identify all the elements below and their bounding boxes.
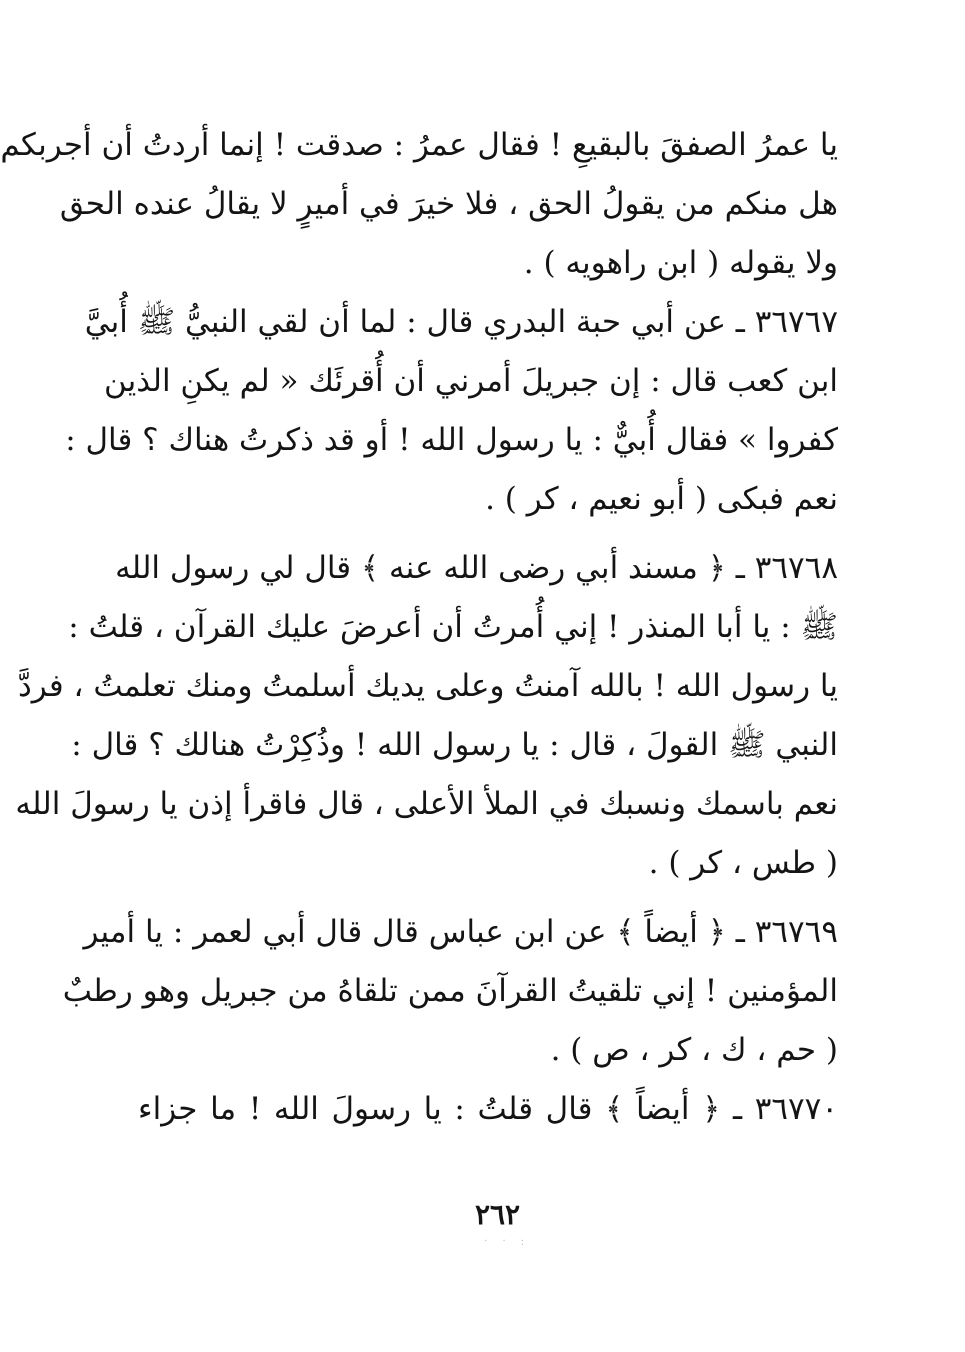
- text-line: ٣٦٧٦٨ ـ ﴿ مسند أبي رضى الله عنه ﴾ قال لي رسول الله: [115, 550, 838, 586]
- paragraph-hadith-36768: [15, 539, 838, 893]
- text-line: يا عمرُ الصفقَ بالبقيعِ ! فقال عمرُ : صدقت ! إنما أردتُ أن أجربكم: [0, 127, 838, 163]
- text-line: النبي ﷺ القولَ ، قال : يا رسول الله ! وذُكِرْتُ هنالك ؟ قال :: [71, 727, 838, 763]
- paragraph-gap: [138, 529, 838, 539]
- text-line: نعم باسمك ونسبك في الملأ الأعلى ، قال فاقرأ إذن يا رسولَ الله: [15, 786, 838, 822]
- text-line: ( حم ، ك ، كر ، ص ) .: [550, 1032, 838, 1068]
- text-line: نعم فبكى ( أبو نعيم ، كر ) .: [485, 481, 838, 517]
- text-line: كفروا » فقال أُبيٌّ : يا رسول الله ! أو قد ذكرتُ هناك ؟ قال :: [65, 422, 838, 458]
- text-line: ٣٦٧٧٠ ـ ﴿ أيضاً ﴾ قال قلتُ : يا رسولَ الله ! ما جزاء: [138, 1091, 838, 1127]
- text-line: يا رسول الله ! بالله آمنتُ وعلى يديك أسلمتُ ومنك تعلمتُ ، فردَّ: [17, 668, 838, 704]
- text-line: ( طس ، كر ) .: [648, 845, 838, 881]
- text-line: هل منكم من يقولُ الحق ، فلا خيرَ في أميرٍ لا يقالُ عنده الحق: [59, 186, 838, 222]
- paragraph-hadith-36769: [62, 903, 838, 1080]
- scan-specks-decoration: · · · ·: [484, 1236, 530, 1251]
- paragraph-hadith-36767: [65, 293, 838, 529]
- paragraph-hadith-36770-start: [138, 1080, 838, 1139]
- text-line: ٣٦٧٦٩ ـ ﴿ أيضاً ﴾ عن ابن عباس قال قال أبي لعمر : يا أمير: [83, 914, 838, 950]
- page-number: ٢٦٢: [474, 1198, 521, 1231]
- paragraph-gap: [138, 893, 838, 903]
- paragraph-hadith-36766-end: [0, 116, 838, 293]
- text-line: ٣٦٧٦٧ ـ عن أبي حبة البدري قال : لما أن لقي النبيُّ ﷺ أُبيَّ: [84, 304, 838, 340]
- page-text-block: [0, 116, 838, 1139]
- text-line: ولا يقوله ( ابن راهويه ) .: [523, 245, 838, 281]
- text-line: المؤمنين ! إني تلقيتُ القرآنَ ممن تلقاهُ من جبريل وهو رطبٌ: [62, 973, 838, 1009]
- text-line: ابن كعب قال : إن جبريلَ أمرني أن أُقرئَك « لم يكنِ الذين: [104, 363, 838, 399]
- text-line: ﷺ : يا أبا المنذر ! إني أُمرتُ أن أعرضَ عليك القرآن ، قلتُ :: [68, 609, 838, 645]
